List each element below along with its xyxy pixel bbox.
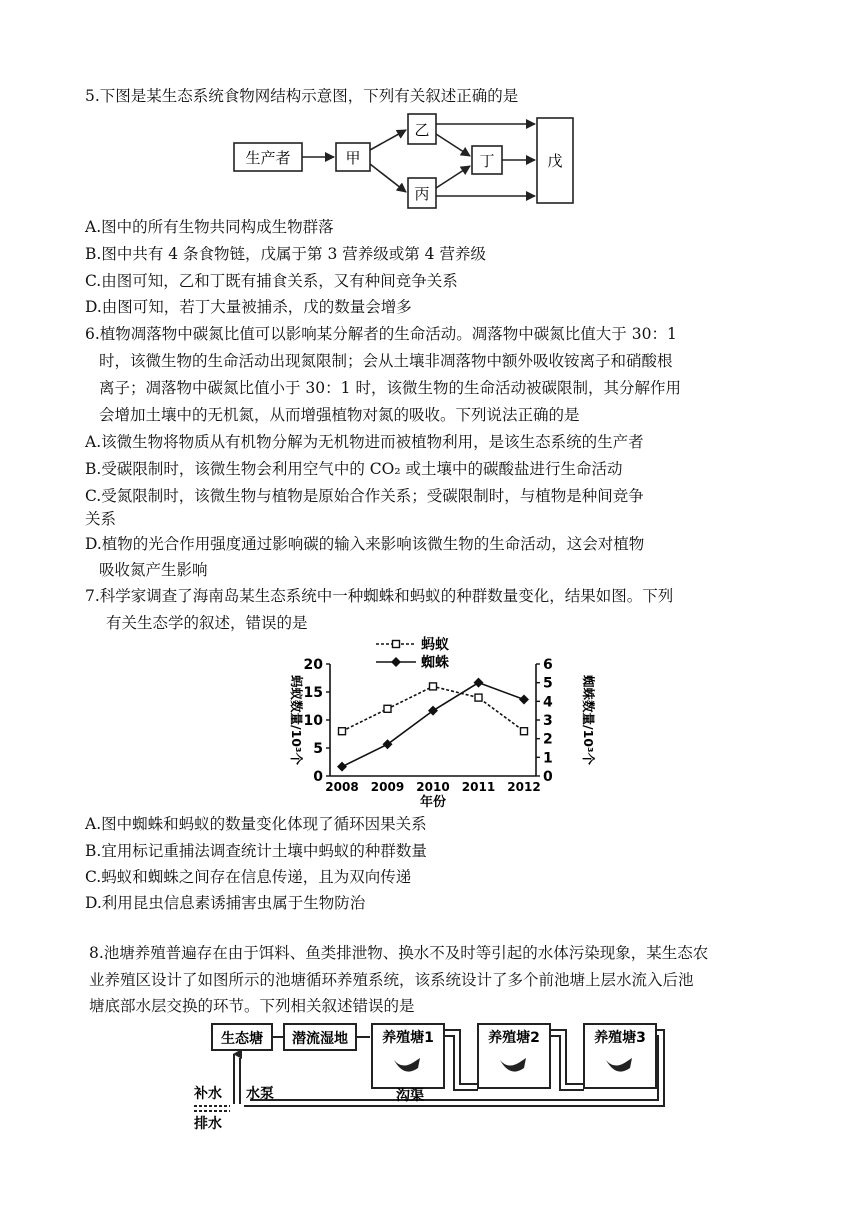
q7-option-a: A.图中蜘蛛和蚂蚁的数量变化体现了循环因果关系 <box>85 815 427 833</box>
wetland-label: 潜流湿地 <box>292 1031 348 1047</box>
right-tick-label: 5 <box>543 675 553 692</box>
spider-point <box>337 762 347 772</box>
q7-option-c: C.蚂蚁和蜘蛛之间存在信息传递，且为双向传递 <box>85 868 412 886</box>
legend-label-1: 蜘蛛 <box>421 655 449 671</box>
left-tick-label: 15 <box>303 685 323 701</box>
pond-circulation-diagram <box>190 1018 670 1153</box>
bing-label: 丙 <box>414 185 430 203</box>
q7-option-d: D.利用昆虫信息素诱捕害虫属于生物防治 <box>85 894 366 912</box>
series-line-1 <box>342 683 524 767</box>
right-tick-label: 3 <box>543 713 553 729</box>
q8-stem-line-2: 业养殖区设计了如图所示的池塘循环养殖系统，该系统设计了多个前池塘上层水流入后池 <box>89 971 694 989</box>
q8-stem-line-3: 塘底部水层交换的环节。下列相关叙述错误的是 <box>89 997 415 1015</box>
q5-option-d: D.由图可知，若丁大量被捕杀，戊的数量会增多 <box>85 298 412 316</box>
q6-option-b: B.受碳限制时，该微生物会利用空气中的 CO₂ 或土壤中的碳酸盐进行生命活动 <box>85 460 623 478</box>
x-tick-label: 2011 <box>461 780 496 794</box>
population-chart <box>278 634 598 809</box>
chart-axes <box>289 657 596 809</box>
x-tick-label: 2012 <box>507 780 541 794</box>
right-axis-label: 蜘蛛数量/10³个 <box>581 675 596 765</box>
left-tick-label: 20 <box>303 657 323 673</box>
left-tick-label: 10 <box>303 713 323 729</box>
q5-option-c: C.由图可知，乙和丁既有捕食关系，又有种间竞争关系 <box>85 272 458 290</box>
legend-marker-spider <box>391 657 401 667</box>
food-web-diagram <box>0 112 860 212</box>
chart-series <box>337 678 529 772</box>
x-tick-label: 2008 <box>325 780 359 794</box>
q6-option-a: A.该微生物将物质从有机物分解为无机物进而被植物利用，是该生态系统的生产者 <box>85 433 644 451</box>
ant-point <box>339 728 346 735</box>
x-tick-label: 2010 <box>416 780 450 794</box>
inflow-label: 补水 <box>194 1086 222 1102</box>
q7-stem-line-2: 有关生态学的叙述，错误的是 <box>106 614 308 632</box>
pipe-pond2-pond3 <box>550 1030 584 1084</box>
q5-option-b: B.图中共有 4 条食物链，戊属于第 3 营养级或第 4 营养级 <box>85 245 486 263</box>
q8-stem-line-1: 8.池塘养殖普遍存在由于饵料、鱼类排泄物、换水不及时等引起的水体污染现象，某生态农 <box>89 944 709 962</box>
arrow-yi-ding <box>436 134 470 156</box>
q7-stem-line-1: 7.科学家调查了海南岛某生态系统中一种蜘蛛和蚂蚁的种群数量变化，结果如图。下列 <box>85 587 674 605</box>
ding-label: 丁 <box>479 152 495 170</box>
q6-stem-line-3: 离子；凋落物中碳氮比值小于 30：1 时，该微生物的生命活动被碳限制，其分解作用 <box>99 379 681 397</box>
jia-label: 甲 <box>345 149 361 167</box>
outflow-label: 排水 <box>194 1116 222 1132</box>
arrow-jia-bing <box>370 164 406 192</box>
q6-option-d-cont: 吸收氮产生影响 <box>99 561 208 579</box>
eco-pond-label: 生态塘 <box>221 1031 263 1047</box>
wu-label: 戊 <box>547 152 563 170</box>
producer-label: 生产者 <box>245 149 291 167</box>
q5-stem: 5.下图是某生态系统食物网结构示意图，下列有关叙述正确的是 <box>85 87 519 105</box>
legend-marker-ant <box>393 641 400 648</box>
spider-point <box>519 694 529 704</box>
pond-3-label: 养殖塘3 <box>594 1030 646 1046</box>
ant-point <box>430 683 437 690</box>
q5-option-a: A.图中的所有生物共同构成生物群落 <box>85 218 334 236</box>
q6-stem-line-2: 时，该微生物的生命活动出现氮限制；会从土壤非凋落物中额外吸收铵离子和硝酸根 <box>99 352 673 370</box>
ant-point <box>475 694 482 701</box>
pipe-pond1-pond2 <box>444 1030 478 1084</box>
right-tick-label: 4 <box>543 694 553 711</box>
arrow-bing-ding <box>436 166 470 188</box>
channel-label: 沟渠 <box>396 1088 424 1104</box>
right-tick-label: 1 <box>543 750 553 767</box>
q6-option-c-cont: 关系 <box>85 510 117 528</box>
q6-option-c: C.受氮限制时，该微生物与植物是原始合作关系；受碳限制时，与植物是种间竞争 <box>85 487 644 505</box>
yi-label: 乙 <box>414 121 430 139</box>
left-axis-label: 蚂蚁数量/10³个 <box>289 675 304 765</box>
legend-label-0: 蚂蚁 <box>421 637 449 653</box>
q6-option-d: D.植物的光合作用强度通过影响碳的输入来影响该微生物的生命活动，这会对植物 <box>85 535 645 553</box>
q7-option-b: B.宜用标记重捕法调查统计土壤中蚂蚁的种群数量 <box>85 842 427 860</box>
arrow-jia-yi <box>370 130 406 150</box>
pond-2-label: 养殖塘2 <box>488 1030 540 1046</box>
x-tick-label: 2009 <box>370 780 405 794</box>
q6-stem-line-1: 6.植物凋落物中碳氮比值可以影响某分解者的生命活动。凋落物中碳氮比值大于 30：1 <box>85 325 677 343</box>
spider-point <box>474 678 484 688</box>
left-tick-label: 0 <box>313 769 323 785</box>
pond-1-label: 养殖塘1 <box>382 1030 434 1046</box>
x-axis-label: 年份 <box>419 795 447 809</box>
q6-stem-line-4: 会增加土壤中的无机氮，从而增强植物对氮的吸收。下列说法正确的是 <box>99 406 580 424</box>
chart-legend <box>376 636 449 671</box>
right-tick-label: 2 <box>543 731 553 748</box>
ant-point <box>521 728 528 735</box>
pump-label: 水泵 <box>246 1086 274 1102</box>
left-tick-label: 5 <box>313 741 323 757</box>
right-tick-label: 6 <box>543 657 553 673</box>
ant-point <box>384 705 391 712</box>
right-tick-label: 0 <box>543 769 553 785</box>
